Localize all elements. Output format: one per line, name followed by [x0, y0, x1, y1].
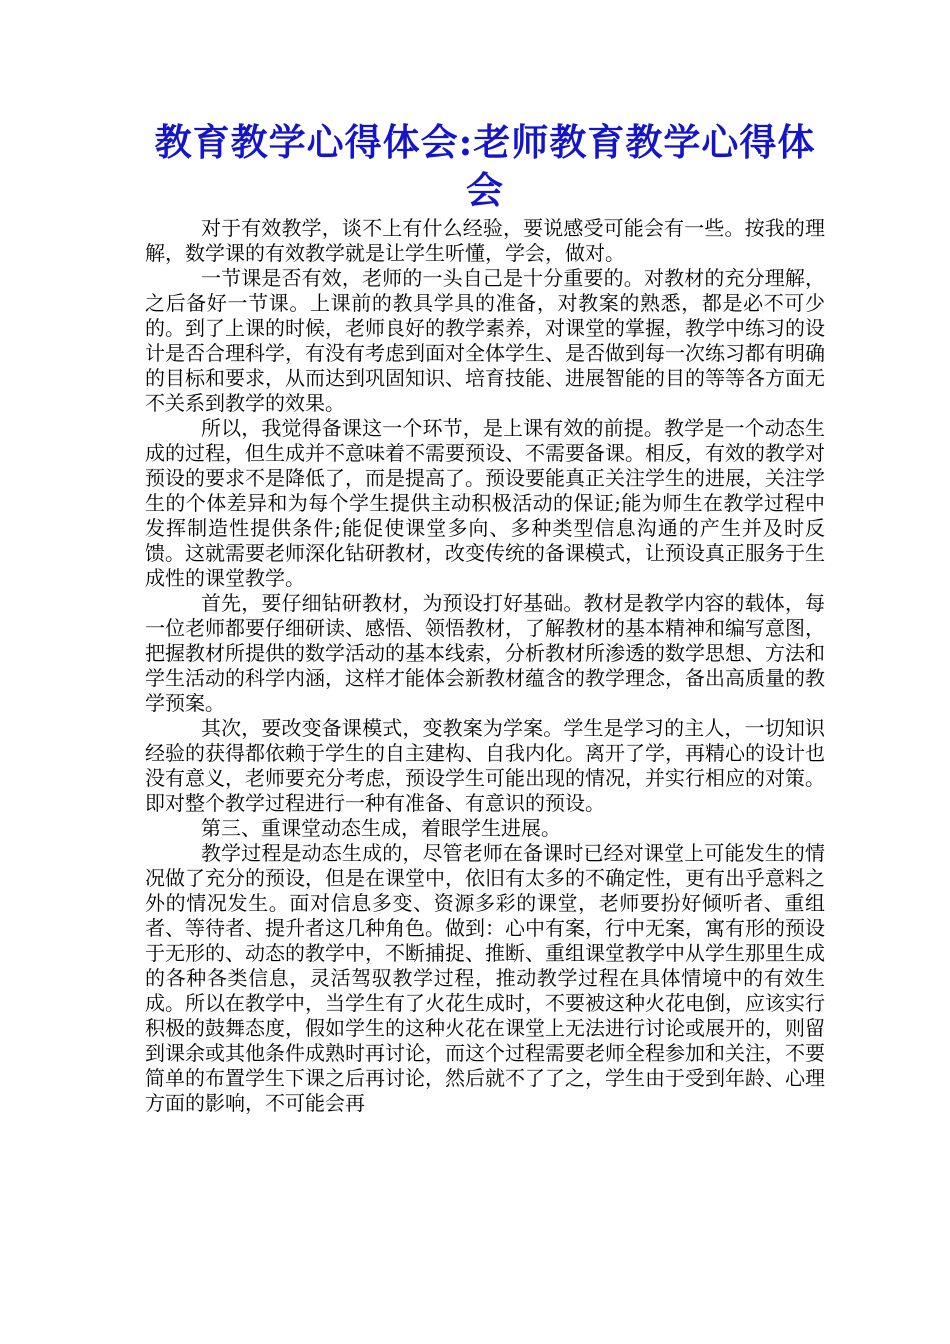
paragraph: 首先，要仔细钻研教材，为预设打好基础。教材是教学内容的载体，每一位老师都要仔细研读、感悟、领悟教材，了解教材的基本精神和编写意图，把握教材所提供的数学活动的基本线索，分析教材所渗透的数学思想、方法和学生活动的科学内涵，这样才能体会新教材蕴含的教学理念，备出高质量的教学预案。	[145, 591, 825, 715]
document-body	[145, 216, 825, 1116]
paragraph: 所以，我觉得备课这一个环节，是上课有效的前提。教学是一个动态生成的过程，但生成并不意味着不需要预设、不需要备课。相反，有效的教学对预设的要求不是降低了，而是提高了。预设要能真正关注学生的进展，关注学生的个体差异和为每个学生提供主动积极活动的保证;能为师生在教学过程中发挥制造性提供条件;能促使课堂多向、多种类型信息沟通的产生并及时反馈。这就需要老师深化钻研教材，改变传统的备课模式，让预设真正服务于生成性的课堂教学。	[145, 416, 825, 590]
paragraph: 第三、重课堂动态生成，着眼学生进展。	[201, 816, 561, 840]
document-title: 教育教学心得体会:老师教育教学心得体会	[154, 120, 816, 212]
document-page	[145, 118, 825, 1116]
paragraph: 对于有效教学，谈不上有什么经验，要说感受可能会有一些。按我的理解，数学课的有效教学就是让学生听懂，学会，做对。	[145, 216, 825, 265]
paragraph: 一节课是否有效，老师的一头自己是十分重要的。对教材的充分理解，之后备好一节课。上课前的教具学具的准备，对教案的熟悉，都是必不可少的。到了上课的时候，老师良好的教学素养，对课堂的掌握，教学中练习的设计是否合理科学，有没有考虑到面对全体学生、是否做到每一次练习都有明确的目标和要求，从而达到巩固知识、培育技能、进展智能的目的等等各方面无不关系到教学的效果。	[145, 266, 825, 415]
paragraph: 教学过程是动态生成的，尽管老师在备课时已经对课堂上可能发生的情况做了充分的预设，但是在课堂中，依旧有太多的不确定性，更有出乎意料之外的情况发生。面对信息多变、资源多彩的课堂，老师要扮好倾听者、重组者、等待者、提升者这几种角色。做到：心中有案，行中无案，寓有形的预设于无形的、动态的教学中，不断捕捉、推断、重组课堂教学中从学生那里生成的各种各类信息，灵活驾驭教学过程，推动教学过程在具体情境中的有效生成。所以在教学中，当学生有了火花生成时，不要被这种火花电倒，应该实行积极的鼓舞态度，假如学生的这种火花在课堂上无法进行讨论或展开的，则留到课余或其他条件成熟时再讨论，而这个过程需要老师全程参加和关注，不要简单的布置学生下课之后再讨论，然后就不了了之，学生由于受到年龄、心理方面的影响，不可能会再	[145, 841, 825, 1115]
paragraph: 其次，要改变备课模式，变教案为学案。学生是学习的主人，一切知识经验的获得都依赖于学生的自主建构、自我内化。离开了学，再精心的设计也没有意义，老师要充分考虑，预设学生可能出现的情况，并实行相应的对策。即对整个教学过程进行一种有准备、有意识的预设。	[145, 716, 825, 815]
